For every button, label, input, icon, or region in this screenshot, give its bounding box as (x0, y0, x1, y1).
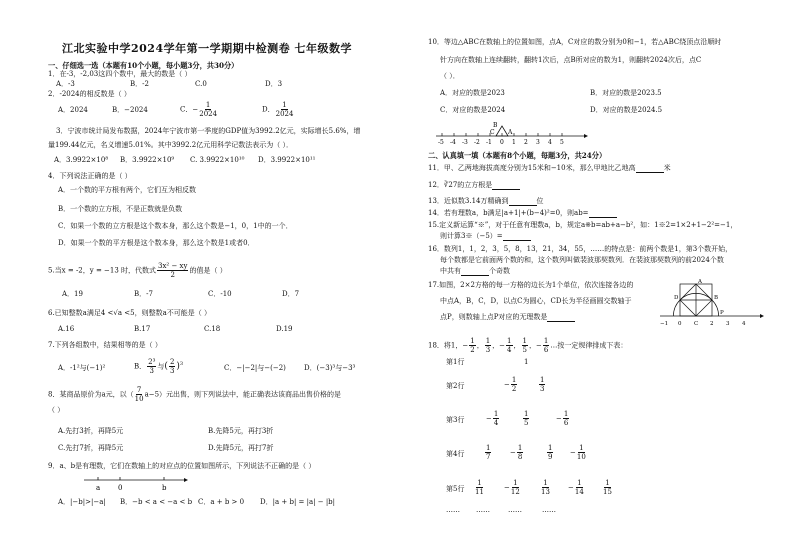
q2-option-d: D． $\frac{1}{2024}$ (262, 101, 294, 118)
question-4: 4．下列说法正确的是（ ） (48, 172, 132, 180)
q10-tick-label: -1 (486, 139, 492, 146)
section-1-heading: 一、仔细选一选（本题有10个小题，每小题3分，共30分） (48, 61, 239, 70)
question-18: 18．将1，− $\frac{1}{2}$ ， $\frac{1}{3}$ ，− $\frac{1}{4}$ ， $\frac{1}{5}$ ，− $\frac{1}{6}$ …按一定规律排成下表： (428, 337, 628, 354)
question-17-line-3: 点P，则数轴上点P对应的无理数是 (440, 313, 575, 322)
q10-number-line-figure (432, 117, 592, 147)
question-5: 5.当x = -2，y = −13 时，代数式 $\frac{\text{3x² − xy}}{2}$ 的值是（ ） (48, 262, 227, 279)
q5-option-c: C．-10 (208, 290, 232, 298)
q17-label-a: A (698, 279, 702, 285)
q8-fraction: $\frac{7}{10}$ (134, 386, 144, 403)
row5-value-4: − $\frac{1}{14}$ (568, 479, 584, 496)
q1-option-a: A．-3 (56, 80, 75, 88)
row-label-1: 第1行 (446, 358, 465, 366)
q17-tick-c: C (694, 321, 699, 327)
q10-tick-label: 4 (548, 139, 552, 146)
row5-value-2: − $\frac{1}{12}$ (504, 479, 520, 496)
question-15-line-2: 则计算3※（−5）= (440, 232, 531, 241)
q5-fraction: $\frac{\text{3x² − xy}}{2}$ (158, 262, 188, 279)
q7-option-b: B． $\frac{\text{2³}}{3}$ 与( $\frac{2}{3}$ )$^3$ (134, 358, 184, 375)
q8-option-a: A.先打3折，再降5元 (58, 427, 124, 435)
q2-option-b: B．−2024 (112, 106, 148, 114)
row5-value-1: $\frac{1}{11}$ (475, 479, 484, 496)
q9-option-b: B．−b < a < −a < b (120, 498, 193, 506)
q6-option-b: B.17 (134, 325, 151, 333)
q7-option-d: D．(−3)³与−3³ (304, 364, 356, 372)
question-8-line-2: （ ） (48, 406, 65, 414)
row2-value-2: $\frac{1}{3}$ (540, 376, 545, 393)
question-15-line-1: 15.定义新运算“※”，对于任意有理数a，b，规定a※b=ab+a−b²，如：1※2=1×2+1−2²=−1， (428, 221, 738, 229)
question-3-line-1: 3．宁波市统计局发布数据，2024年宁波市第一季度的GDP值为3992.2亿元，实际增长5.6%，增 (56, 127, 361, 135)
table-continuation-3: …… (508, 506, 522, 514)
q9-label-zero: 0 (118, 484, 123, 492)
q7-option-a: A．-1²与(−1)² (58, 364, 106, 372)
row5-value-3: $\frac{1}{13}$ (541, 479, 550, 496)
q10-option-a: A．对应的数是2023 (440, 89, 505, 97)
q10-option-d: D．对应的数是2024.5 (590, 106, 663, 114)
section-2-heading: 二、认真填一填（本题有8个小题，每题3分，共24分） (428, 151, 607, 160)
q10-option-c: C．对应的数是2024 (440, 106, 506, 114)
q10-tick-label: 1 (512, 139, 516, 146)
question-8: 8．某商品原价为a元，以（ $\frac{7}{10}$ a−5）元出售，则下列说法中，能正确表达该商品出售价格的是 (48, 386, 342, 403)
q4-option-a: A．一个数的平方根有两个，它们互为相反数 (58, 186, 197, 194)
q10-label-b: B (493, 122, 498, 129)
q9-label-b: b (162, 484, 167, 492)
question-14: 14．若有理数a，b满足|a+1|+(b−4)²=0，则ab= (428, 209, 617, 218)
question-2: 2．-2024的相反数是（ ） (48, 90, 131, 98)
q8-option-b: B.先降5元，再打3折 (208, 427, 274, 435)
row2-value-1: − $\frac{1}{2}$ (504, 376, 517, 393)
question-13: 13．近似数3.14万精确到 位 (428, 197, 544, 205)
row1-value-1: 1 (524, 358, 529, 366)
question-1: 1．在-3，-2,03这四个数中，最大的数是（ ） (48, 70, 192, 78)
q17-label-p: P (720, 310, 724, 316)
q10-tick-label: -5 (438, 139, 444, 146)
q10-tick-label: -3 (462, 139, 468, 146)
q10-tick-label: 0 (500, 139, 504, 146)
question-17-line-1: 17.如图，2×2方格的每一方格的边长为1个单位，依次连接各边的 (428, 281, 634, 289)
q2-c-fraction: $\frac{1}{2024}$ (199, 101, 218, 118)
q10-option-b: B．对应的数是2023.5 (590, 89, 662, 97)
q9-number-line-figure (80, 471, 190, 493)
q8-option-d: D.先降5元，再打7折 (208, 444, 274, 452)
question-12: 12．∛27的立方根是 (428, 181, 520, 190)
q10-tick-label: -4 (450, 139, 456, 146)
q17-label-d: D (674, 295, 679, 301)
q6-option-c: C.18 (204, 325, 221, 333)
q10-tick-label: 2 (524, 139, 528, 146)
q8-option-c: C.先打7折，再降5元 (58, 444, 124, 452)
q9-option-c: C．a + b > 0 (198, 498, 245, 506)
q17-tick-3: 3 (726, 321, 730, 327)
q4-option-d: D．如果一个数的平方根是这个数本身，那么这个数是1或者0． (58, 239, 255, 247)
q9-option-d: D．|a + b| = |a| − |b| (260, 498, 336, 506)
q4-option-c: C．如果一个数的立方根是这个数本身，那么这个数是−1，0，1中的一个． (58, 222, 293, 230)
q10-label-c: C (490, 129, 495, 136)
q17-tick-neg1: −1 (660, 321, 669, 327)
row4-value-2: − $\frac{1}{8}$ (510, 444, 523, 461)
q7-option-c: C．−|−2|与−(−2) (224, 364, 286, 372)
q1-option-b: B．-2 (130, 80, 149, 88)
page-title: 江北实验中学2024学年第一学期期中检测卷 七年级数学 (62, 42, 352, 55)
q5-option-a: A．19 (62, 290, 83, 298)
q17-label-b: B (714, 295, 719, 301)
row-label-2: 第2行 (446, 382, 465, 390)
row5-value-5: $\frac{1}{15}$ (603, 479, 612, 496)
row-label-3: 第3行 (446, 416, 465, 424)
q17-tick-0: 0 (678, 321, 682, 327)
question-9: 9．a、b是有理数，它们在数轴上的对应点的位置如图所示，下列说法不正确的是（ ） (48, 462, 316, 470)
question-11: 11．甲、乙两地海拔高度分别为15米和−10米，那么甲地比乙地高 米 (428, 164, 671, 172)
q3-option-b: B．3.9922×10⁹ (120, 156, 175, 164)
q1-option-d: D．3 (265, 80, 283, 88)
q3-option-a: A．3.9922×10⁸ (54, 156, 109, 164)
q17-tick-2: 2 (710, 321, 714, 327)
q2-option-c: C．− $\frac{1}{2024}$ (180, 101, 218, 118)
q10-tick-label: 3 (536, 139, 540, 146)
table-continuation-2: …… (476, 506, 490, 514)
question-6: 6.已知整数a满足4 <√a <5，则整数a不可能是（ ） (48, 309, 211, 317)
row3-value-2: $\frac{1}{5}$ (524, 410, 529, 427)
q3-option-d: D．3.9922×10¹¹ (258, 156, 316, 164)
q2-d-fraction: $\frac{1}{2024}$ (275, 101, 294, 118)
q10-tick-label: -2 (474, 139, 480, 146)
q4-option-b: B．一个数的立方根，不是正数就是负数 (58, 205, 183, 213)
q5-option-b: B．-7 (134, 290, 153, 298)
row-label-5: 第5行 (446, 485, 465, 493)
row3-value-3: − $\frac{1}{6}$ (556, 410, 569, 427)
question-10-line-3: （ ）． (440, 72, 460, 80)
row4-value-4: − $\frac{1}{10}$ (570, 444, 586, 461)
q6-option-a: A.16 (58, 325, 75, 333)
table-continuation: …… (446, 506, 460, 514)
q1-option-c: C.0 (195, 80, 207, 88)
row3-value-1: − $\frac{1}{4}$ (486, 410, 499, 427)
q9-option-a: A．|−b|>|−a| (58, 498, 106, 506)
question-3-line-2: 量199.44亿元，名义增速5.01%。其中3992.2亿元用科学记数法表示为（ ）． (48, 141, 293, 149)
q9-label-a: a (96, 484, 101, 492)
question-16-line-1: 16．数列1，1，2，3，5，8，13，21，34，55，……的特点是：前两个数是1，第3个数开始， (428, 245, 733, 253)
q17-grid-figure (656, 272, 766, 334)
question-17-line-2: 中点A，B，C，D，以点C为圆心，CD长为半径画圆交数轴于 (440, 297, 632, 305)
question-7: 7.下列各组数中，结果相等的是（ ） (48, 341, 162, 349)
q3-option-c: C. 3.9922×10¹⁰ (190, 156, 245, 164)
row-label-4: 第4行 (446, 450, 465, 458)
q17-tick-4: 4 (742, 321, 746, 327)
q10-label-a: A (508, 129, 513, 136)
question-16-line-3: 中共有 个奇数 (440, 267, 510, 275)
q6-option-d: D.19 (276, 325, 293, 333)
question-10-line-2: 针方向在数轴上连续翻转，翻转1次后，点B所对应的数为1，则翻转2024次后，点C (440, 56, 702, 64)
q5-option-d: D．7 (282, 290, 300, 298)
row4-value-1: $\frac{1}{7}$ (486, 444, 491, 461)
q2-option-a: A．2024 (58, 106, 88, 114)
q10-tick-label: 5 (560, 139, 564, 146)
table-continuation-4: …… (542, 506, 556, 514)
question-16-line-2: 每个数都是它前面两个数的和，这个数列叫做裴波那契数列．在裴波那契数列的前2024个数 (440, 256, 724, 264)
question-10-line-1: 10．等边△ABC在数轴上的位置如图，点A，C对应的数分别为0和−1，若△ABC绕顶点沿顺时 (428, 38, 722, 46)
row4-value-3: $\frac{1}{9}$ (548, 444, 553, 461)
